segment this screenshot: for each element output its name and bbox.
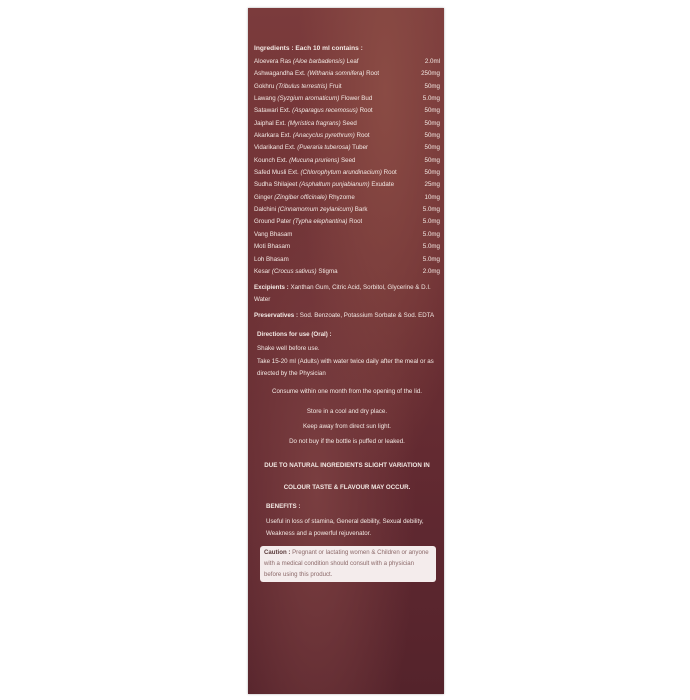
ingredient-part: Bark: [353, 206, 368, 214]
ingredient-name: [254, 231, 292, 239]
ingredient-quantity: 5.0mg: [422, 255, 440, 263]
directions-line-2: Take 15-20 ml (Adults) with water twice daily after the meal or as directed by the Physician: [257, 357, 434, 377]
ingredient-part: Exudate: [369, 181, 395, 189]
ingredient-latin-name: (Crocus sativus): [271, 267, 317, 275]
ingredient-quantity: 2.0ml: [424, 58, 440, 65]
ingredient-quantity: 5.0mg: [422, 230, 440, 238]
ingredient-common-name: Akarkara Ext.: [254, 132, 293, 140]
ingredient-quantity: 5.0mg: [422, 206, 440, 214]
ingredient-common-name: Ground Pater: [254, 218, 293, 226]
caution-label: Caution :: [264, 549, 291, 557]
ingredient-part: Seed: [339, 156, 356, 164]
ingredient-name: [254, 157, 355, 165]
ingredient-quantity: 5.0mg: [422, 95, 440, 103]
ingredient-part: Stigma: [316, 267, 338, 275]
benefits-text: Useful in loss of stamina, General debility, Sexual debility, Weakness and a powerful rejuvenator.: [266, 517, 424, 538]
ingredient-quantity: 50mg: [424, 82, 440, 90]
ingredient-row: [254, 256, 440, 268]
consume-note: Consume within one month from the opening of the lid.: [272, 388, 422, 396]
caution-box: [260, 546, 436, 582]
ingredient-quantity: 50mg: [424, 132, 440, 140]
excipients-value: Xanthan Gum, Citric Acid, Sorbitol, Glycerine & D.I. Water: [254, 284, 431, 304]
preservatives-label: Preservatives :: [254, 311, 299, 319]
ingredient-row: [254, 181, 440, 193]
ingredient-latin-name: (Syzgium aromaticum): [277, 95, 340, 103]
ingredient-common-name: Ginger: [254, 193, 275, 201]
ingredient-row: [254, 83, 440, 95]
ingredient-latin-name: (Asparagus recemosus): [292, 107, 358, 115]
ingredient-part: Root: [347, 218, 363, 226]
ingredient-row: [254, 58, 440, 70]
preservatives-value: Sod. Benzoate, Potassium Sorbate & Sod. EDTA: [298, 311, 435, 319]
storage-line: Store in a cool and dry place.: [306, 407, 388, 415]
ingredient-quantity: 50mg: [424, 107, 440, 115]
preservatives-text: [254, 310, 440, 322]
ingredient-latin-name: (Mucuna pruriens): [289, 156, 340, 164]
ingredient-quantity: 50mg: [424, 156, 440, 164]
ingredient-quantity: 250mg: [421, 70, 440, 78]
ingredient-part: Rhyzome: [326, 193, 355, 201]
ingredient-name: [254, 169, 397, 177]
ingredient-quantity: 2.0mg: [422, 267, 440, 275]
ingredient-row: [254, 243, 440, 255]
ingredient-latin-name: (Aloe barbadensis): [292, 58, 345, 65]
ingredient-quantity: 50mg: [424, 169, 440, 177]
ingredient-name: [254, 70, 379, 78]
ingredient-latin-name: (Withania somnifera): [307, 70, 365, 78]
ingredient-name: [254, 120, 357, 128]
ingredient-row: [254, 206, 440, 218]
ingredient-row: [254, 120, 440, 132]
ingredient-row: [254, 95, 440, 107]
ingredient-latin-name: (Chlorophytum arundinacium): [300, 169, 382, 177]
product-box-panel: [248, 8, 444, 694]
benefits-title: BENEFITS :: [266, 503, 301, 511]
ingredient-name: [254, 132, 370, 140]
ingredient-common-name: Loh Bhasam: [254, 255, 289, 263]
ingredient-row: [254, 169, 440, 181]
ingredient-quantity: 10mg: [424, 193, 440, 201]
ingredient-latin-name: (Anacyclus pyrethrum): [292, 132, 355, 140]
ingredient-quantity: 25mg: [424, 181, 440, 189]
ingredient-common-name: Lawang: [254, 95, 278, 103]
ingredient-latin-name: (Tribulus terrestris): [276, 82, 328, 90]
ingredient-part: Seed: [340, 119, 357, 127]
storage-line: Do not buy if the bottle is puffed or leaked.: [289, 438, 405, 446]
ingredient-quantity: 5.0mg: [422, 243, 440, 251]
ingredient-row: [254, 107, 440, 119]
ingredient-row: [254, 157, 440, 169]
ingredient-part: Tuber: [350, 144, 369, 152]
ingredient-common-name: Vang Bhasam: [254, 230, 293, 238]
ingredient-common-name: Ashwagandha Ext.: [254, 70, 308, 78]
ingredient-common-name: Jaiphal Ext.: [254, 119, 288, 127]
ingredient-part: Root: [364, 70, 380, 78]
ingredient-latin-name: (Typha elephantina): [292, 218, 348, 226]
ingredient-row: [254, 144, 440, 156]
ingredient-part: Fruit: [327, 82, 342, 90]
ingredient-row: [254, 132, 440, 144]
ingredient-part: Leaf: [344, 58, 359, 65]
ingredient-name: [254, 194, 355, 202]
ingredient-latin-name: (Zingiber officinale): [274, 193, 327, 201]
ingredient-common-name: Dalchini: [254, 206, 278, 214]
variation-note: DUE TO NATURAL INGREDIENTS SLIGHT VARIATION IN COLOUR TASTE & FLAVOUR MAY OCCUR.: [264, 462, 430, 492]
ingredient-row: [254, 231, 440, 243]
directions-title: Directions for use (Oral) :: [257, 331, 332, 339]
excipients-label: Excipients :: [254, 284, 289, 292]
ingredient-name: [254, 144, 368, 152]
ingredient-quantity: 50mg: [424, 144, 440, 152]
ingredient-latin-name: (Myristica fragrans): [287, 119, 341, 127]
ingredient-name: [254, 58, 359, 66]
ingredient-name: [254, 107, 373, 115]
ingredient-common-name: Vidarikand Ext.: [254, 144, 298, 152]
ingredient-latin-name: (Asphaltum punjabianum): [299, 181, 370, 189]
ingredient-name: [254, 181, 394, 189]
ingredient-row: [254, 70, 440, 82]
ingredient-name: [254, 243, 290, 251]
ingredient-common-name: Sudha Shilajeet: [254, 181, 300, 189]
ingredients-heading: Ingredients : Each 10 ml contains :: [254, 45, 363, 52]
ingredient-common-name: Kounch Ext.: [254, 156, 290, 164]
caution-text: Pregnant or lactating women & Children or anyone with a medical condition should consult with a physician before using this product.: [264, 549, 429, 579]
ingredient-part: Flower Bud: [339, 95, 373, 103]
ingredient-row: [254, 218, 440, 230]
ingredient-common-name: Gokhru: [254, 82, 277, 90]
ingredient-common-name: Safed Musli Ext.: [254, 169, 301, 177]
ingredient-part: Root: [357, 107, 373, 115]
ingredient-name: [254, 268, 338, 276]
ingredient-part: Root: [381, 169, 397, 177]
ingredient-name: [254, 83, 342, 91]
ingredient-name: [254, 256, 289, 264]
ingredient-common-name: Kesar: [254, 267, 272, 275]
ingredient-quantity: 5.0mg: [422, 218, 440, 226]
ingredients-list: [254, 58, 440, 280]
excipients-text: [254, 282, 440, 307]
ingredient-name: [254, 218, 362, 226]
storage-line: Keep away from direct sun light.: [302, 422, 392, 430]
ingredient-name: [254, 95, 372, 103]
directions-line-1: Shake well before use.: [257, 345, 320, 353]
ingredient-part: Root: [354, 132, 370, 140]
ingredient-name: [254, 206, 368, 214]
ingredient-row: [254, 268, 440, 280]
label-content: [254, 45, 440, 582]
storage-notes: [254, 404, 440, 450]
ingredient-quantity: 50mg: [424, 119, 440, 127]
ingredient-latin-name: (Cinnamomum zeylanicum): [277, 206, 354, 214]
ingredient-latin-name: (Pueraria tuberosa): [297, 144, 351, 152]
ingredient-row: [254, 194, 440, 206]
ingredient-common-name: Satawari Ext.: [254, 107, 293, 115]
ingredient-common-name: Moti Bhasam: [254, 243, 291, 251]
ingredient-common-name: Aloevera Ras: [254, 58, 293, 65]
